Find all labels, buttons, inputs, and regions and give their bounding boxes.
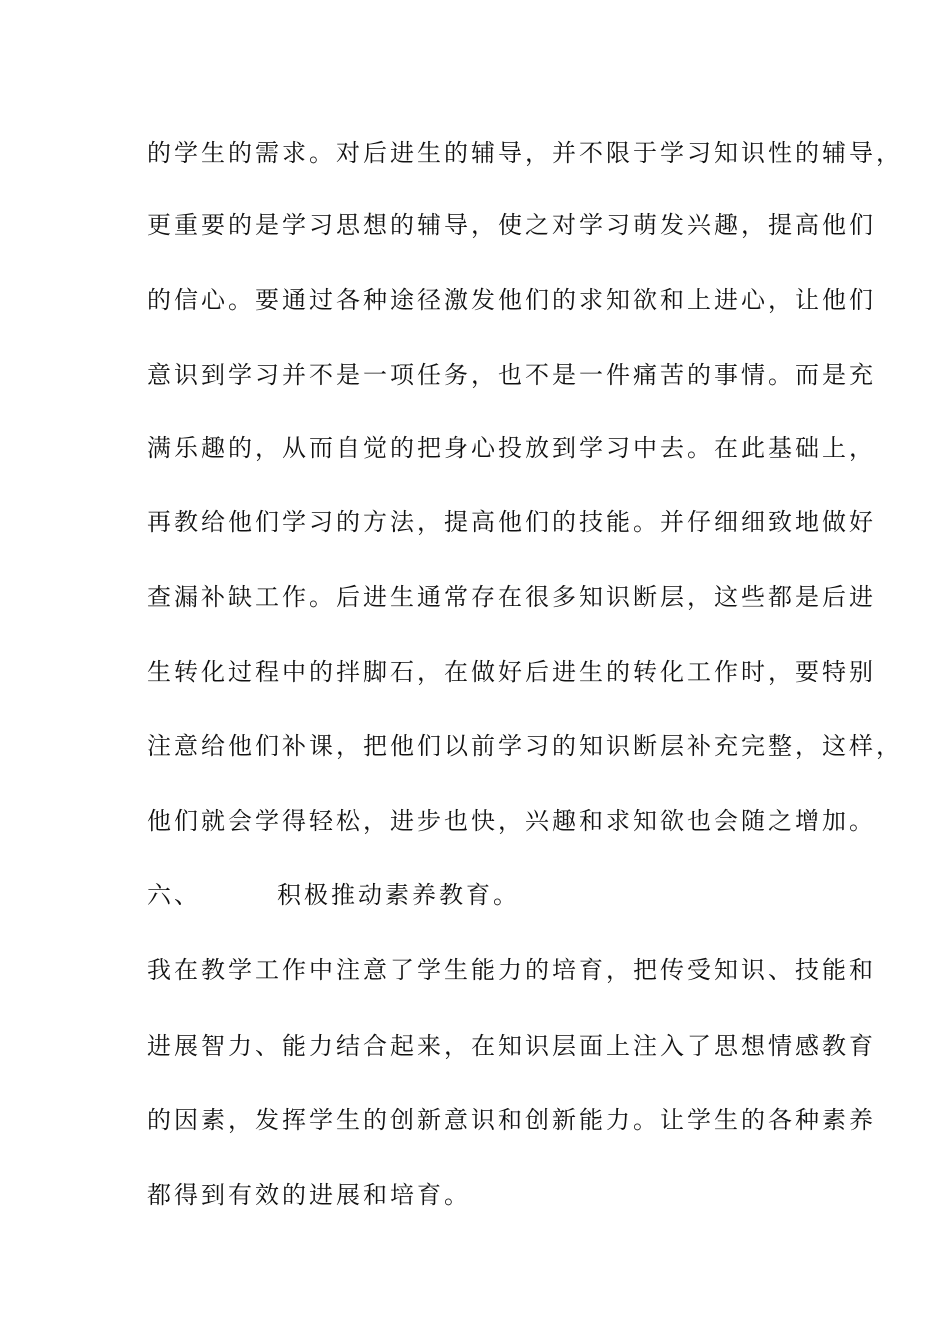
paragraph-line: 他们就会学得轻松，进步也快，兴趣和求知欲也会随之增加。	[147, 807, 876, 835]
paragraph-line: 生转化过程中的拌脚石，在做好后进生的转化工作时，要特别	[147, 658, 876, 686]
section-number: 六、	[147, 881, 201, 909]
paragraph-line: 的学生的需求。对后进生的辅导，并不限于学习知识性的辅导，	[147, 139, 903, 167]
paragraph-line: 我在教学工作中注意了学生能力的培育，把传受知识、技能和	[147, 956, 876, 984]
paragraph-line: 的因素，发挥学生的创新意识和创新能力。让学生的各种素养	[147, 1106, 876, 1134]
paragraph-line: 再教给他们学习的方法，提高他们的技能。并仔细细致地做好	[147, 508, 876, 536]
paragraph-line: 意识到学习并不是一项任务，也不是一件痛苦的事情。而是充	[147, 361, 876, 389]
paragraph-line: 更重要的是学习思想的辅导，使之对学习萌发兴趣，提高他们	[147, 211, 876, 239]
paragraph-line: 满乐趣的，从而自觉的把身心投放到学习中去。在此基础上，	[147, 434, 876, 462]
paragraph-line: 注意给他们补课，把他们以前学习的知识断层补充完整，这样，	[147, 732, 903, 760]
paragraph-line: 查漏补缺工作。后进生通常存在很多知识断层，这些都是后进	[147, 583, 876, 611]
paragraph-line: 都得到有效的进展和培育。	[147, 1181, 471, 1209]
paragraph-line: 进展智力、能力结合起来，在知识层面上注入了思想情感教育	[147, 1032, 876, 1060]
section-title: 积极推动素养教育。	[277, 881, 520, 909]
paragraph-line: 的信心。要通过各种途径激发他们的求知欲和上进心，让他们	[147, 286, 876, 314]
